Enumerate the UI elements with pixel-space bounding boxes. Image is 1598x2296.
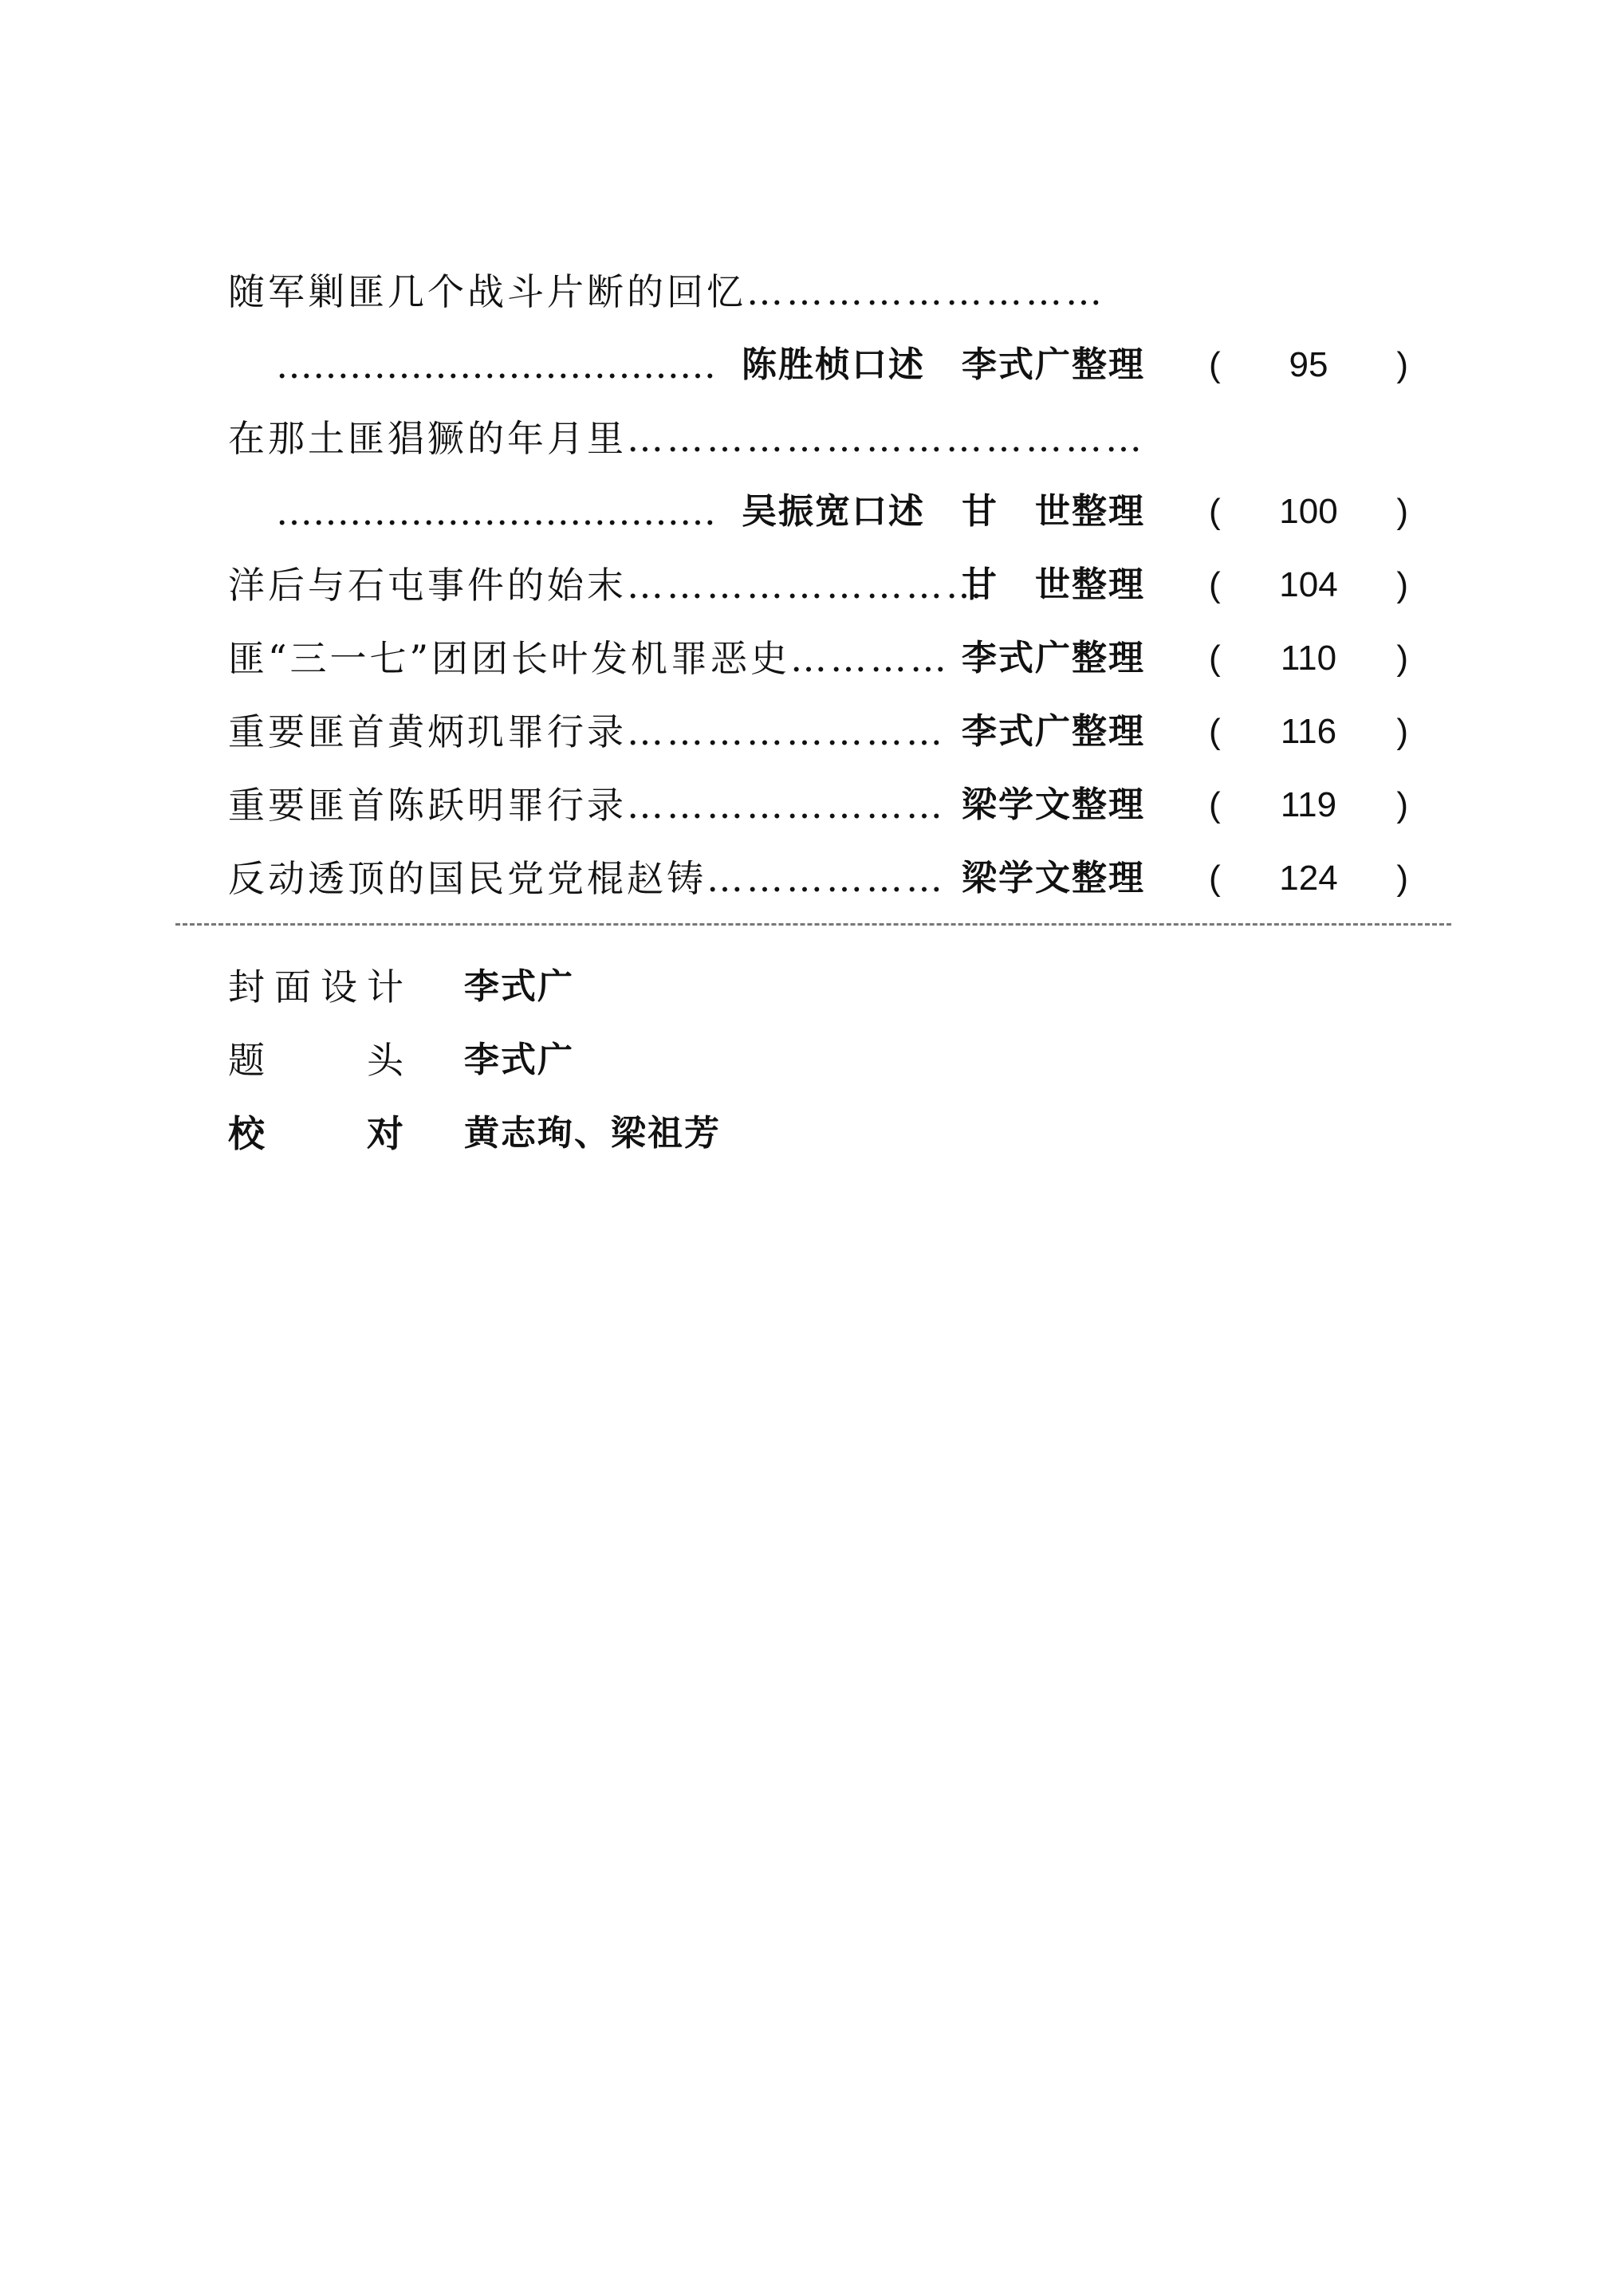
page-number: 95 [1289,345,1328,384]
toc-entry-credit: 李式广整理 [962,638,1145,678]
credit-name: 李式广 [464,1040,574,1080]
page-number: 116 [1280,712,1337,751]
credit-role: 校 对 [228,1112,403,1155]
table-of-contents [228,255,1408,915]
toc-entry-title: 洋后与石屯事件的始末……………………… [228,564,986,607]
toc-entry-title: 重要匪首黄炳玑罪行录…………………… [228,710,946,753]
toc-entry-title: 反动透顶的国民党党棍赵铸……………… [228,857,946,900]
toc-entry-credit: 李式广整理 [962,711,1145,752]
toc-entry: 重要匪首黄炳玑罪行录…………………… 李式广整理 ( 116 ) [228,695,1408,769]
toc-entry-leader: ……………………………… [276,344,716,387]
page-number: 124 [1279,859,1338,898]
toc-entry-credit: 陈胜桢口述 李式广整理 [742,344,1145,385]
toc-entry-title: 匪“三一七”团团长叶发机罪恶史………… [228,637,951,680]
toc-entry: 匪“三一七”团团长叶发机罪恶史………… 李式广整理 ( 110 ) [228,622,1408,695]
credit-row-header [228,1024,1185,1097]
credit-name: 李式广 [464,966,574,1007]
toc-entry: ……………………………… 陈胜桢口述 李式广整理 ( 95 ) [228,328,1408,402]
credit-row-proofreading [228,1097,1185,1170]
toc-entry [228,402,1408,475]
toc-entry-credit: 梁学文整理 [962,784,1145,825]
toc-entry: 重要匪首陈跃明罪行录…………………… 梁学文整理 ( 119 ) [228,769,1408,842]
toc-entry-title: 随军剿匪几个战斗片断的回忆……………………… [228,270,1105,313]
credit-role: 封 面 设 计 [228,965,403,1008]
credit-role: 题 头 [228,1039,403,1082]
toc-entry-credit: 甘 世整理 [962,564,1145,605]
toc-entry: ……………………………… 吴振宽口述 甘 世整理 ( 100 ) [228,475,1408,548]
toc-entry-leader: ……………………………… [276,490,716,533]
production-credits [228,950,1185,1170]
page-number: 119 [1280,785,1337,824]
toc-entry [228,255,1408,328]
page-number: 100 [1279,492,1338,531]
credit-row-cover-design [228,950,1185,1024]
credit-name: 黄志珣、梁祖芳 [464,1113,721,1154]
page-number: 110 [1280,639,1337,678]
section-divider [175,923,1451,926]
page-number: 104 [1279,565,1338,604]
toc-entry: 反动透顶的国民党党棍赵铸……………… 梁学文整理 ( 124 ) [228,842,1408,915]
toc-entry-title: 重要匪首陈跃明罪行录…………………… [228,784,946,827]
toc-entry-title: 在那土匪猖獗的年月里………………………………… [228,417,1145,460]
toc-entry-credit: 梁学文整理 [962,858,1145,898]
toc-entry: 洋后与石屯事件的始末……………………… 甘 世整理 ( 104 ) [228,548,1408,622]
toc-entry-credit: 吴振宽口述 甘 世整理 [742,491,1145,532]
